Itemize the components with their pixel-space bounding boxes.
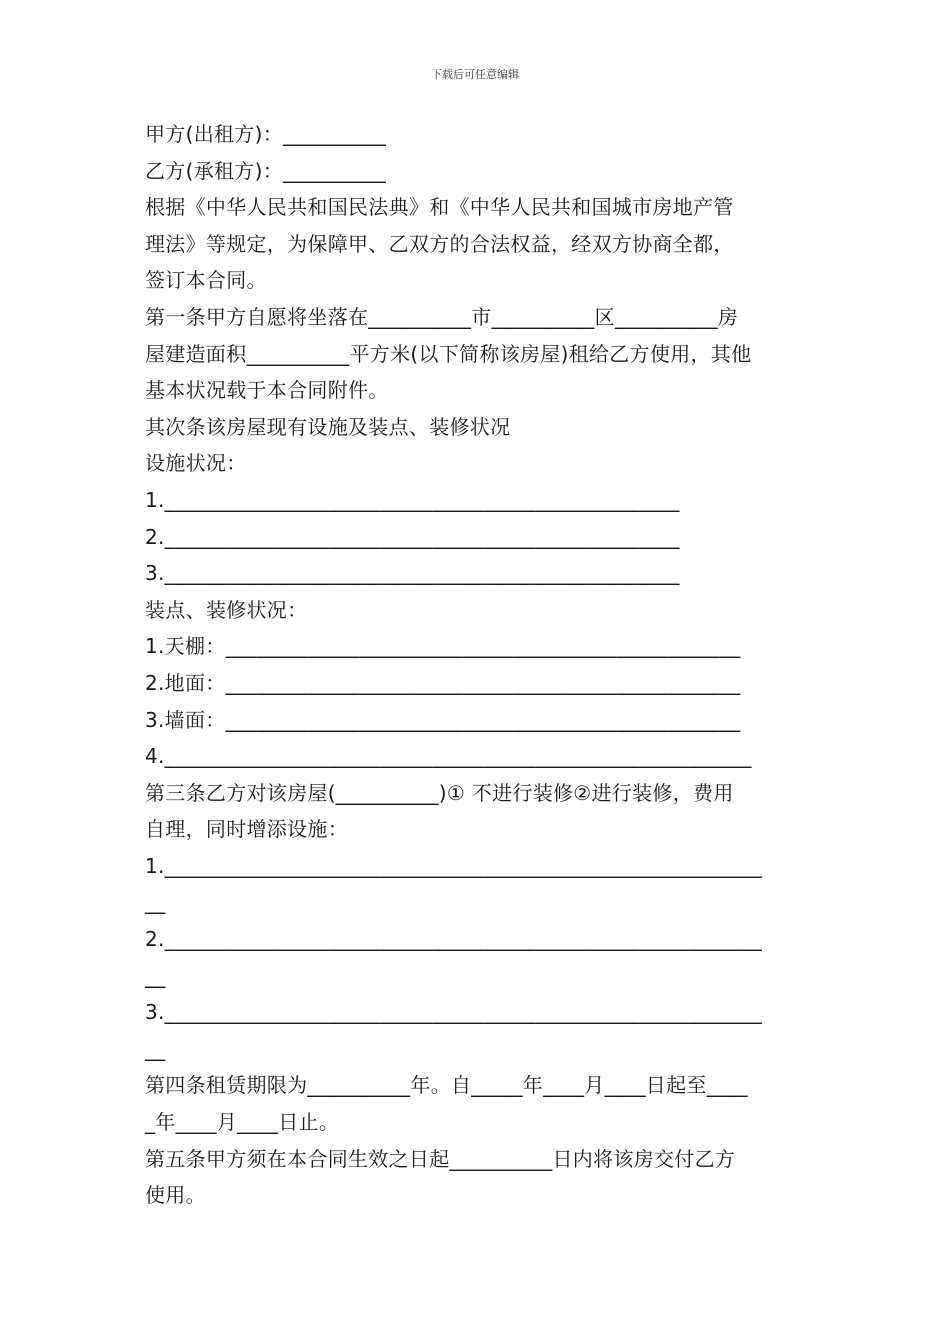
decoration-item-4: 4._________________________________________________________	[145, 744, 752, 769]
preamble-line-2: 理法》等规定，为保障甲、乙双方的合法权益，经双方协商全都，	[145, 231, 734, 256]
article-2-heading: 其次条该房屋现有设施及装点、装修状况	[145, 414, 511, 439]
page-header-note: 下载后可任意编辑	[431, 68, 519, 81]
added-facility-3-tail: __	[145, 1036, 166, 1061]
preamble-line-3: 签订本合同。	[145, 268, 267, 293]
article-5-line-1: 第五条甲方须在本合同生效之日起__________日内将该房交付乙方	[145, 1146, 736, 1171]
decoration-ceiling: 1.天棚：__________________________________________________	[145, 634, 741, 659]
added-facility-3: 3.__________________________________________________________	[145, 1000, 763, 1025]
preamble-line-1: 根据《中华人民共和国民法典》和《中华人民共和国城市房地产管	[145, 195, 734, 220]
article-5-line-2: 使用。	[145, 1183, 206, 1208]
added-facility-1-tail: __	[145, 890, 166, 915]
article-3-line-2: 自理，同时增添设施：	[145, 817, 348, 842]
party-a-line: 甲方(出租方)：__________	[145, 122, 387, 146]
facility-item-2: 2.__________________________________________________	[145, 524, 680, 549]
article-4-line-1: 第四条租赁期限为__________年。自_____年____月____日起至____	[145, 1073, 748, 1098]
decoration-label: 装点、装修状况：	[145, 597, 308, 622]
article-1-line-3: 基本状况载于本合同附件。	[145, 378, 389, 403]
article-1-line-2: 屋建造面积__________平方米(以下简称该房屋)租给乙方使用，其他	[145, 341, 752, 366]
added-facility-2-tail: __	[145, 963, 166, 988]
facilities-label: 设施状况：	[145, 451, 247, 476]
article-3-line-1: 第三条乙方对该房屋(__________)① 不进行装修②进行装修，费用	[145, 780, 734, 805]
article-1-line-1: 第一条甲方自愿将坐落在__________市__________区__________房	[145, 304, 739, 329]
added-facility-2: 2.__________________________________________________________	[145, 927, 763, 952]
facility-item-3: 3.__________________________________________________	[145, 561, 680, 586]
contract-body	[145, 116, 810, 1214]
facility-item-1: 1.__________________________________________________	[145, 487, 680, 512]
party-b-line: 乙方(承租方)：__________	[145, 158, 387, 183]
decoration-wall: 3.墙面：__________________________________________________	[145, 707, 741, 732]
added-facility-1: 1.__________________________________________________________	[145, 853, 763, 878]
decoration-floor: 2.地面：__________________________________________________	[145, 670, 741, 695]
article-4-line-2: _年____月____日止。	[145, 1110, 340, 1135]
